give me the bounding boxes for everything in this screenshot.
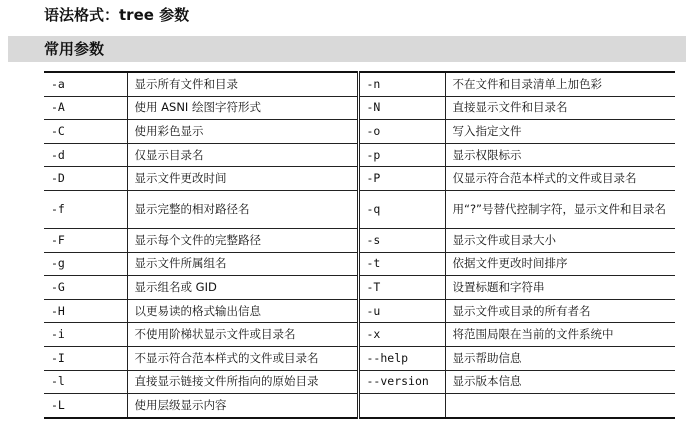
option-cell: -s [358, 228, 445, 252]
description-cell: 显示帮助信息 [445, 346, 675, 370]
option-cell: -t [358, 252, 445, 276]
table-row [44, 299, 675, 323]
option-cell: -u [358, 299, 445, 323]
option-cell: -A [44, 96, 127, 120]
option-cell: -F [44, 228, 127, 252]
description-cell: 显示文件更改时间 [127, 167, 358, 191]
option-cell: -N [358, 96, 445, 120]
description-cell: 显示所有文件和目录 [127, 72, 358, 96]
description-cell: 显示文件或目录大小 [445, 228, 675, 252]
table-row [44, 190, 675, 228]
table-row [44, 394, 675, 418]
description-cell: 显示组名或 GID [127, 276, 358, 300]
description-cell: 使用彩色显示 [127, 120, 358, 144]
description-cell: 仅显示符合范本样式的文件或目录名 [445, 167, 675, 191]
option-cell: --help [358, 346, 445, 370]
option-cell: --version [358, 370, 445, 394]
description-cell: 以更易读的格式输出信息 [127, 299, 358, 323]
description-cell: 显示完整的相对路径名 [127, 190, 358, 228]
option-cell: -H [44, 299, 127, 323]
option-cell: -g [44, 252, 127, 276]
option-cell: -n [358, 72, 445, 96]
option-cell: -D [44, 167, 127, 191]
description-cell: 直接显示链接文件所指向的原始目录 [127, 370, 358, 394]
option-cell: -q [358, 190, 445, 228]
option-cell [358, 394, 445, 418]
description-cell: 显示文件所属组名 [127, 252, 358, 276]
description-cell: 不显示符合范本样式的文件或目录名 [127, 346, 358, 370]
description-cell: 仅显示目录名 [127, 143, 358, 167]
table-row [44, 346, 675, 370]
table-row [44, 252, 675, 276]
description-cell: 不在文件和目录清单上加色彩 [445, 72, 675, 96]
description-cell: 将范围局限在当前的文件系统中 [445, 323, 675, 347]
table-row [44, 72, 675, 96]
option-cell: -C [44, 120, 127, 144]
table-row [44, 120, 675, 144]
table-row [44, 323, 675, 347]
option-cell: -d [44, 143, 127, 167]
option-cell: -l [44, 370, 127, 394]
description-cell: 使用层级显示内容 [127, 394, 358, 418]
option-cell: -x [358, 323, 445, 347]
description-cell: 显示版本信息 [445, 370, 675, 394]
description-cell: 使用 ASNI 绘图字符形式 [127, 96, 358, 120]
description-cell: 写入指定文件 [445, 120, 675, 144]
option-cell: -a [44, 72, 127, 96]
option-cell: -P [358, 167, 445, 191]
table-row [44, 370, 675, 394]
description-cell [445, 394, 675, 418]
parameters-table [44, 71, 675, 419]
description-cell: 不使用阶梯状显示文件或目录名 [127, 323, 358, 347]
table-row [44, 228, 675, 252]
description-cell: 用“?”号替代控制字符，显示文件和目录名 [445, 190, 675, 228]
option-cell: -G [44, 276, 127, 300]
table-row [44, 96, 675, 120]
option-cell: -I [44, 346, 127, 370]
description-cell: 设置标题和字符串 [445, 276, 675, 300]
description-cell: 依据文件更改时间排序 [445, 252, 675, 276]
section-header-bar [8, 36, 686, 62]
option-cell: -f [44, 190, 127, 228]
table-row [44, 167, 675, 191]
option-cell: -o [358, 120, 445, 144]
description-cell: 直接显示文件和目录名 [445, 96, 675, 120]
table-row [44, 276, 675, 300]
table-row [44, 143, 675, 167]
option-cell: -L [44, 394, 127, 418]
option-cell: -T [358, 276, 445, 300]
description-cell: 显示文件或目录的所有者名 [445, 299, 675, 323]
option-cell: -p [358, 143, 445, 167]
option-cell: -i [44, 323, 127, 347]
syntax-title: 语法格式：tree 参数 [44, 6, 190, 24]
description-cell: 显示每个文件的完整路径 [127, 228, 358, 252]
section-title: 常用参数 [44, 40, 105, 58]
description-cell: 显示权限标示 [445, 143, 675, 167]
